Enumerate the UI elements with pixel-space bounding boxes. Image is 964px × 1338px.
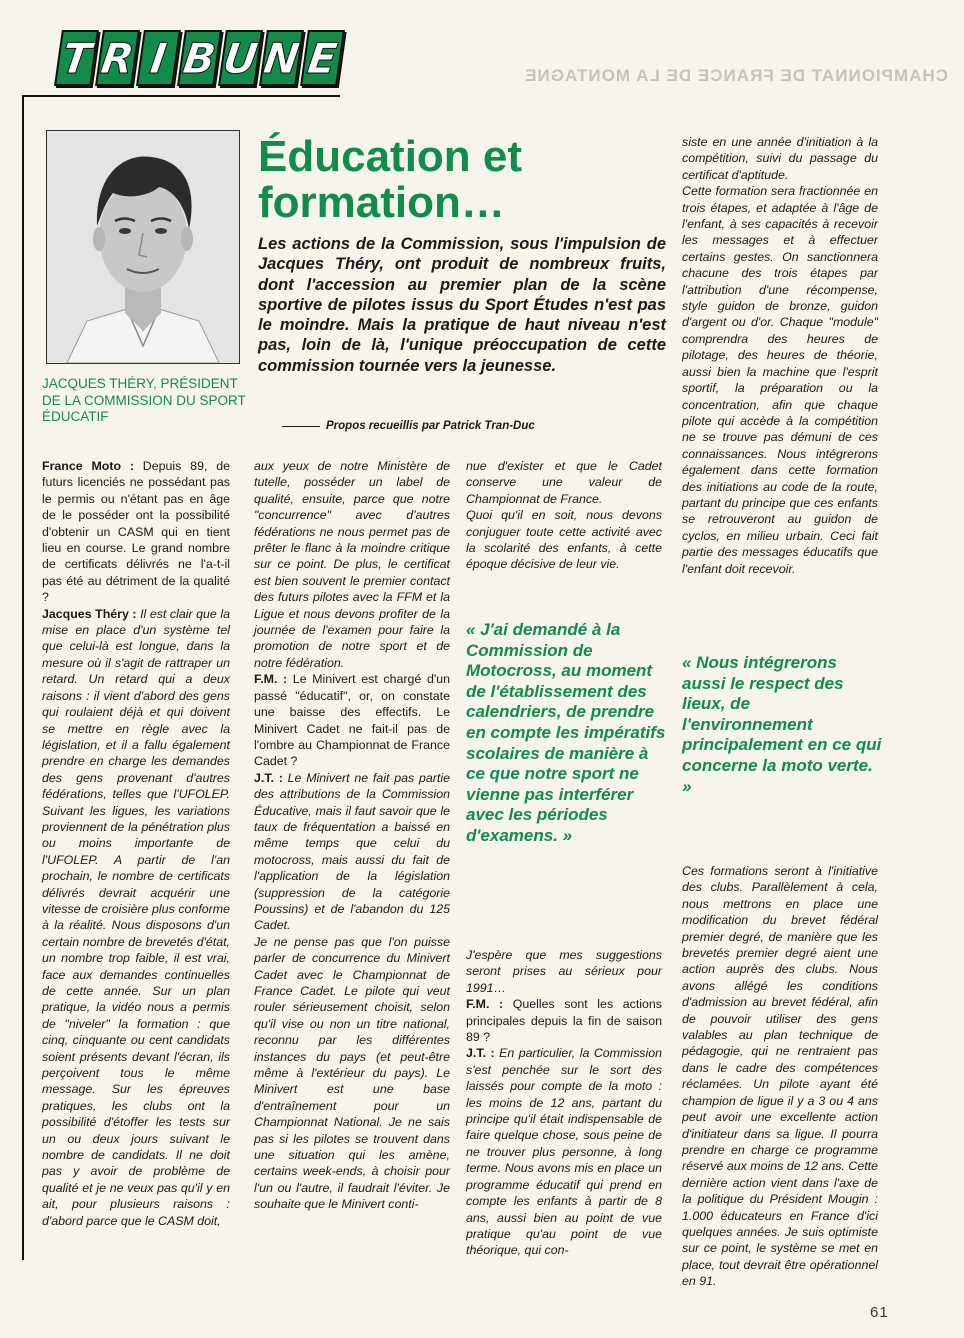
paragraph: nue d'exister et que le Cadet conserve une valeur de Championnat de France. xyxy=(466,459,662,506)
speaker-label: France Moto : xyxy=(42,459,134,473)
article-lead: Les actions de la Commission, sous l'impulsion de Jacques Théry, ont produit de nombreux fruits, dont l'accession au premier plan de la scène sportive de pilotes issus du Sport Études n'est pas le moindre. Mais la pratique de haut niveau n'est pas, loin de là, l'unique préoccupation de cette commission tournée vers la jeunesse. xyxy=(258,235,666,375)
header-letter: R xyxy=(95,30,140,86)
header-letter: E xyxy=(300,30,345,86)
speaker-label: J.T. : xyxy=(254,770,283,785)
paragraph xyxy=(254,671,450,769)
header-letter: I xyxy=(136,30,181,86)
paragraph: Ces formations seront à l'initiative des clubs. Parallèlement à cela, nous mettrons en place une modification du brevet fédéral premier degré, de manière que les brevetés premier degré aient une action auprès des clubs. Nous avons allégé les conditions d'admission au brevet fédéral, afin de pouvoir utiliser des gens valables au plan technique de pédagogie, qui ne rentraient pas dans le cadre des compétences réclamées. Un pilote ayant été champion de ligue il y a 3 ou 4 ans peut avoir une excellente action d'initiateur dans sa ligue. Il pourra prendre en charge ce programme réservé aux moins de 12 ans. Cette dernière action vient dans l'axe de la politique du Président Mougin : 1.000 éducateurs en France d'ici quelques années. Je suis optimiste sur ce point, le système se met en place, tout devrait être opérationnel en 91. xyxy=(682,864,878,1289)
paragraph: Quoi qu'il en soit, nous devons conjuguer toute cette activité avec la scolarité des enfants, à cette époque décisive de leur vie. xyxy=(466,508,662,572)
header-letter: U xyxy=(218,30,263,86)
byline-text: Propos recueillis par Patrick Tran-Duc xyxy=(326,420,535,432)
answer-text: En particulier, la Commission s'est penchée sur le sort des laissés pour compte de la moto : les moins de 12 ans, partant du principe qu'il était indispensable de faire quelque chose, sous peine de ne trouver plus personne, à long terme. Nous avons mis en place un programme éducatif qui prend en compte les enfants à partir de 8 ans, aussi bien au point de vue pratique qu'au point de vue théorique, qui con- xyxy=(466,1046,662,1258)
paragraph: J'espère que mes suggestions seront prises au sérieux pour 1991… xyxy=(466,948,662,995)
paragraph xyxy=(466,996,662,1045)
speaker-label: Jacques Théry : xyxy=(42,606,137,621)
speaker-label: F.M. : xyxy=(466,997,504,1012)
text-column-4 xyxy=(682,134,878,577)
header-rule xyxy=(22,95,340,97)
question-text: Depuis 89, de futurs licenciés ne possédant pas le permis ou n'étant pas en âge de le posséder ont la possibilité d'obtenir un CASM qui en tient lieu en course. Le grand nombre de certificats délivrés ne l'a-t-il pas été au détriment de la qualité ? xyxy=(42,459,231,605)
question-text: Quelles sont les actions principales depuis la fin de saison 89 ? xyxy=(466,997,662,1045)
section-header-tribune xyxy=(58,30,341,86)
pull-quote-exams: « J'ai demandé à la Commission de Motocross, au moment de l'établissement des calendriers, de prendre en compte les impératifs scolaires de manière à ce que notre sport ne vienne pas interférer avec les périodes d'examens. » xyxy=(466,620,666,845)
answer-text: Le Minivert ne fait pas partie des attributions de la Commission Éducative, mais il faut savoir que le taux de fréquentation a baissé en même temps que celui du motocross, mais aussi du fait de l'application de la législation (suppression de la catégorie Poussins) et de l'abandon du 125 Cadet. xyxy=(254,770,450,933)
paragraph xyxy=(42,606,230,1229)
byline-dash xyxy=(282,426,320,427)
paragraph: Cette formation sera fractionnée en trois étapes, et adaptée à l'âge de l'enfant, à ses capacités à recevoir les messages et à effectuer certains gestes. On sanctionnera chacune des trois étapes par l'attribution d'une récompense, style guidon de bronze, guidon d'argent ou d'or. Chaque "module" comprendra des heures de pilotage, des heures de théorie, aussi bien la machine que l'esprit sportif, la préparation ou la concentration, afin que chaque pilote qui accède à la compétition ne se trouve pas démuni de ces connaissances. Nous intégrerons également dans cette formation des initiations au code de la route, partant du principe que ces enfants se retrouveront au guidon de cyclos, en milieu urbain. Ceci fait partie des messages éducatifs que l'enfant doit recevoir. xyxy=(682,184,878,576)
speaker-label: F.M. : xyxy=(254,672,288,687)
question-text: Le Minivert est chargé d'un passé "éducatif", or, on constate une baisse des effectifs. Le Minivert Cadet ne fait-il pas de l'ombre au Championnat de France Cadet ? xyxy=(254,672,450,769)
paragraph: Je ne pense pas que l'on puisse parler de concurrence du Minivert Cadet avec le Championnat de France Cadet. Le pilote qui veut rouler sérieusement choisit, selon qu'il vise ou non un titre national, reconnu par les différentes instances du pays (et peut-être même à l'extérieur du pays). Le Minivert est une base d'entraînement pour un Championnat National. Je ne sais pas si les pilotes se trouvent dans une situation qui les amène, certains week-ends, à choisir pour l'un ou l'autre, il faudrait l'éviter. Je souhaite que le Minivert conti- xyxy=(254,934,450,1212)
pull-quote-environment: « Nous intégrerons aussi le respect des lieux, de l'environnement principalement en ce qui concerne la moto verte. » xyxy=(682,653,882,796)
bleed-through-text: CHAMPIONNAT DE FRANCE DE LA MONTAGNE xyxy=(524,66,948,85)
text-column-3-continued xyxy=(466,947,662,1259)
portrait-illustration xyxy=(47,131,239,363)
left-vertical-rule xyxy=(22,95,24,1260)
portrait-photo xyxy=(46,130,240,364)
header-letter: T xyxy=(54,30,99,86)
paragraph: siste en une année d'initiation à la compétition, suivi du passage du certificat d'aptitude. xyxy=(682,135,878,182)
page-number: 61 xyxy=(870,1304,889,1321)
header-letter: N xyxy=(259,30,304,86)
text-column-4-continued xyxy=(682,863,878,1290)
article-title: Éducation et formation… xyxy=(258,132,523,227)
answer-text: Il est clair que la mise en place d'un système tel que celui-là est longue, dans la mesure où il s'agit de rattraper un retard. Un retard qui a deux raisons : il vient d'abord des gens qui roulaient déjà et qui doivent se mettre en règle avec la législation, et il a fallu également prendre en charge les demandes des gens provenant d'autres fédérations, telles que l'UFOLEP. Suivant les ligues, les variations proviennent de la pénétration plus ou moins importante de l'UFOLEP. A partir de l'an prochain, le nombre de certificats délivrés devrait acquérir une vitesse de croisière plus conforme à la réalité. Nous disposons d'un certain nombre de brevetés d'état, un nombre trop faible, il est vrai, face aux demandes continuelles de cette année. Sur un plan pratique, la vidéo nous a permis de "niveler" la formation : que cinq, cinquante ou cent candidats soient présents devant l'écran, ils perçoivent tous le même message. Sur les épreuves pratiques, les clubs ont la possibilité d'étoffer les tests sur un ou deux jours suivant le nombre de candidats. Il ne doit pas y avoir de problème de qualité et je ne veux pas qu'il y en ait, pour plusieurs raisons : d'abord parce que le CASM doit, xyxy=(42,606,230,1228)
header-letter: B xyxy=(177,30,222,86)
photo-caption: JACQUES THÉRY, PRÉSIDENT DE LA COMMISSION DU SPORT ÉDUCATIF xyxy=(42,376,246,424)
text-column-2 xyxy=(254,458,450,1213)
text-column-1 xyxy=(42,458,230,1229)
paragraph xyxy=(466,1045,662,1258)
speaker-label: J.T. : xyxy=(466,1046,495,1061)
paragraph xyxy=(42,458,230,606)
paragraph xyxy=(254,770,450,934)
text-column-3 xyxy=(466,458,662,573)
article-byline xyxy=(282,420,662,432)
paragraph: aux yeux de notre Ministère de tutelle, posséder un label de qualité, ensuite, parce que notre "concurrence" avec d'autres fédérations ne nous permet pas de prêter le flanc à la moindre critique sur ce point. De plus, le certificat est bien souvent le premier contact des futurs pilotes avec la FFM et la Ligue et nous devons profiter de la journée de l'examen pour faire la promotion de notre sport et de notre fédération. xyxy=(254,459,450,670)
